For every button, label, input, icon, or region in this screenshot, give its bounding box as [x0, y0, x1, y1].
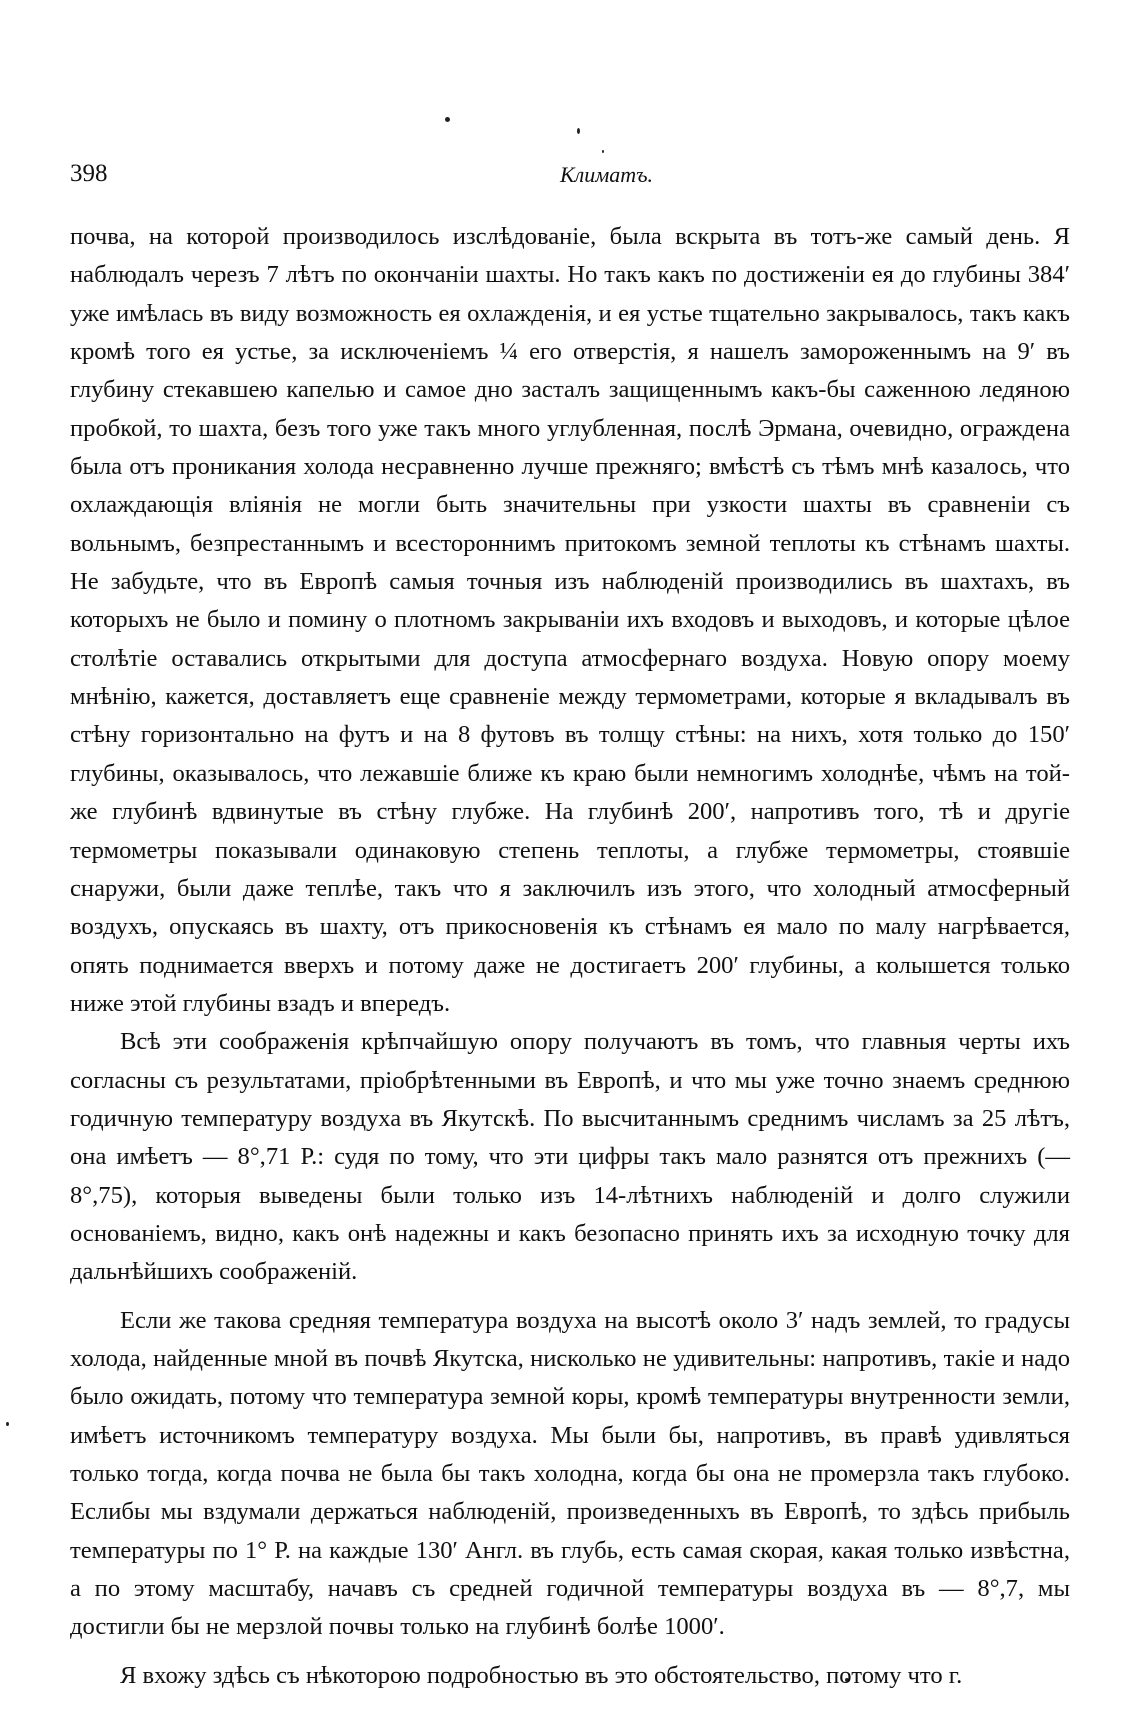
ink-speck: [6, 1422, 9, 1426]
page-number: 398: [70, 160, 108, 187]
paragraph: Всѣ эти соображенія крѣпчайшую опору получаютъ въ томъ, что главныя черты ихъ согласны съ результатами, пріобрѣтенными въ Европѣ, и что мы уже точно знаемъ среднюю годичную температуру воздуха въ Якутскѣ. По высчитаннымъ среднимъ числамъ за 25 лѣтъ, она имѣетъ — 8°,71 Р.: судя по тому, что эти цифры такъ мало разнятся отъ прежнихъ (—8°,75), которыя выведены были только изъ 14-лѣтнихъ наблюденій и долго служили основаніемъ, видно, какъ онѣ надежны и какъ безопасно принять ихъ за исходную точку для дальнѣйшихъ соображеній.: [70, 1028, 1070, 1286]
ink-speck: [602, 150, 604, 153]
paragraph: Если же такова средняя температура воздуха на высотѣ около 3′ надъ землей, то градусы холода, найденные мной въ почвѣ Якутска, нисколько не удивительны: напротивъ, такіе и надо было ожидать, потому что температура земной коры, кромѣ температуры внутренности земли, имѣетъ источникомъ температуру воздуха. Мы были бы, напротивъ, въ правѣ удивляться только тогда, когда почва не была бы такъ холодна, когда бы она не промерзла такъ глубоко. Еслибы мы вздумали держаться наблюденій, произведенныхъ въ Европѣ, то здѣсь прибыль температуры по 1° Р. на каждые 130′ Англ. въ глубь, есть самая скорая, какая только извѣстна, а по этому масштабу, начавъ съ средней годичной температуры воздуха въ — 8°,7, мы достигли бы не мерзлой почвы только на глубинѣ болѣе 1000′.: [70, 1306, 1070, 1641]
page-header: [70, 160, 1070, 200]
ink-speck: [445, 117, 450, 122]
paragraph-continuation: почва, на которой производилось изслѣдованіе, была вскрыта въ тотъ-же самый день. Я наблюдалъ черезъ 7 лѣтъ по окончаніи шахты. Но такъ какъ по достиженіи ея до глубины 384′ уже имѣлась въ виду возможность ея охлажденія, и ея устье тщательно закрывалось, такъ какъ кромѣ того ея устье, за исключеніемъ ¼ его отверстія, я нашелъ замороженнымъ на 9′ въ глубину стекавшею капелью и самое дно засталъ защищеннымъ какъ-бы саженною ледяною пробкой, то шахта, безъ того уже такъ много углубленная, послѣ Эрмана, очевидно, ограждена была отъ проникания холода несравненно лучше прежняго; вмѣстѣ съ тѣмъ мнѣ казалось, что охлаждающія вліянія не могли быть значительны при узкости шахты въ сравненіи съ вольнымъ, безпрестаннымъ и всестороннимъ притокомъ земной теплоты къ стѣнамъ шахты. Не забудьте, что въ Европѣ самыя точныя изъ наблюденій производились въ шахтахъ, въ которыхъ не было и помину о плотномъ закрываніи ихъ входовъ и выходовъ, и которые цѣлое столѣтіе оставались открытыми для доступа атмосфернаго воздуха. Новую опору моему мнѣнію, кажется, доставляетъ еще сравненіе между термометрами, которые я вкладывалъ въ стѣну горизонтально на футъ и на 8 футовъ въ толщу стѣны: на нихъ, хотя только до 150′ глубины, оказывалось, что лежавшіе ближе къ краю были немногимъ холоднѣе, чѣмъ на той-же глубинѣ вдвинутые въ стѣну глубже. На глубинѣ 200′, напротивъ того, тѣ и другіе термометры показывали одинаковую степень теплоты, а глубже термометры, стоявшіе снаружи, были даже теплѣе, такъ что я заключилъ изъ этого, что холодный атмосферный воздухъ, опускаясь въ шахту, отъ прикосновенія къ стѣнамъ ея мало по малу нагрѣвается, опять поднимается вверхъ и потому даже не достигаетъ 200′ глубины, а колышется только ниже этой глубины взадъ и впередъ.: [70, 223, 1070, 1017]
ink-speck: [577, 128, 580, 134]
running-title: Климатъ.: [560, 162, 654, 187]
paragraph: Я вхожу здѣсь съ нѣкоторою подробностью въ это обстоятельство, потому что г.: [120, 1661, 963, 1689]
body-text: [70, 218, 1070, 1695]
